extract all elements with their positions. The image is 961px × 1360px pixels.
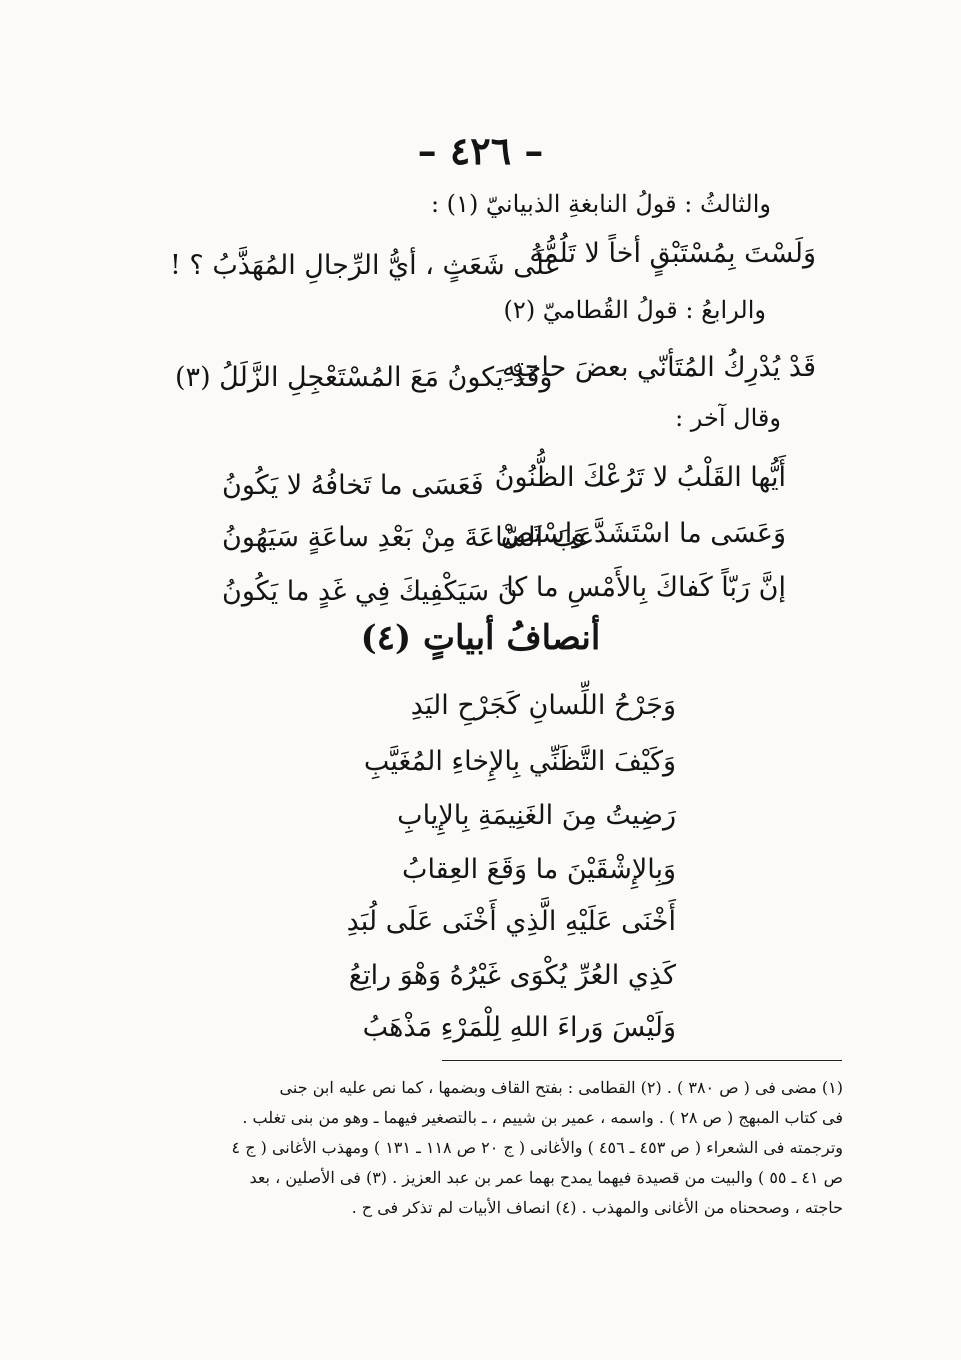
other-line-2-right: وَعَسَى ما اسْتَشَدَّ وَاسْتَصْ — [500, 518, 786, 549]
other-line-3-left: نَ سَيَكْفِيكَ فِي غَدٍ ما يَكُونُ — [222, 576, 518, 607]
fourth-intro: والرابعُ : قولُ القُطاميّ (٢) — [503, 296, 766, 324]
other-line-3-right: إنَّ رَبّاً كَفاكَ بِالأَمْسِ ما كا — [506, 572, 786, 603]
half-verse-7: وَلَيْسَ وَراءَ اللهِ لِلْمَرْءِ مَذْهَبُ — [362, 1012, 676, 1043]
other-line-1-right: أَيُّها القَلْبُ لا تَرُعْكَ الظُّنُونُ — [494, 462, 786, 493]
half-verse-1: وَجَرْحُ اللِّسانِ كَجَرْحِ اليَدِ — [410, 690, 676, 721]
other-line-1-left: فَعَسَى ما تَخافُهُ لا يَكُونُ — [222, 470, 484, 501]
footnote-line-1: (١) مضى فى ( ص ٣٨٠ ) . (٢) القطامى : بفتح القاف وبضمها ، كما نص عليه ابن جنى — [279, 1078, 843, 1097]
half-verse-4: وَبِالإِشْقَيْنَ ما وَقَعَ العِقابُ — [402, 854, 676, 885]
footnote-divider — [442, 1060, 842, 1061]
page-number: – ٤٢٦ – — [417, 128, 544, 173]
half-verse-2: وَكَيْفَ التَّظَنِّي بِالإِخاءِ المُغَيَّبِ — [363, 746, 676, 777]
other-intro: وقال آخر : — [675, 404, 781, 432]
fourth-verse-right: قَدْ يُدْرِكُ المُتَأنّي بعضَ حاجتِهِ — [502, 352, 816, 383]
footnote-line-2: فى كتاب المبهج ( ص ٢٨ ) . واسمه ، عمير بن شييم ، ـ بالتصغير فيهما ـ وهو من بنى تغلب . — [242, 1108, 843, 1127]
third-verse-right: وَلَسْتَ بِمُسْتَبْقٍ أخاً لا تَلُمُّهُ — [529, 238, 816, 269]
footnote-line-3: وترجمته فى الشعراء ( ص ٤٥٣ ـ ٤٥٦ ) والأغانى ( ج ٢٠ ص ١١٨ ـ ١٣١ ) ومهذب الأغانى ( ج ٤ — [231, 1138, 843, 1157]
half-verse-6: كَذِي العُرِّ يُكْوَى غَيْرُهُ وَهْوَ راتِعُ — [348, 960, 676, 991]
third-verse-left: عَلَى شَعَثٍ ، أيُّ الرِّجالِ المُهَذَّبُ ؟ ! — [170, 250, 561, 281]
fourth-verse-left: وَقَدْ يَكونُ مَعَ المُسْتَعْجِلِ الزَّلَلُ (٣) — [175, 362, 553, 393]
third-intro: والثالثُ : قولُ النابغةِ الذبيانيّ (١) : — [430, 190, 771, 218]
other-line-2-left: عَبَ السّاعَةَ مِنْ بَعْدِ ساعَةٍ سَيَهُونُ — [222, 522, 595, 553]
section-heading: أنصافُ أبياتٍ (٤) — [360, 618, 601, 658]
footnote-line-5: حاجته ، وصححناه من الأغانى والمهذب . (٤) انصاف الأبيات لم تذكر فى ح . — [351, 1198, 843, 1217]
half-verse-3: رَضِيتُ مِنَ الغَنِيمَةِ بِالإِيابِ — [397, 800, 676, 831]
footnote-line-4: ص ٤١ ـ ٥٥ ) والبيت من قصيدة فيهما يمدح بهما عمر بن عبد العزيز . (٣) فى الأصلين ، بعد — [249, 1168, 843, 1187]
half-verse-5: أَخْنَى عَلَيْهِ الَّذِي أَخْنَى عَلَى لُبَدِ — [346, 906, 676, 937]
